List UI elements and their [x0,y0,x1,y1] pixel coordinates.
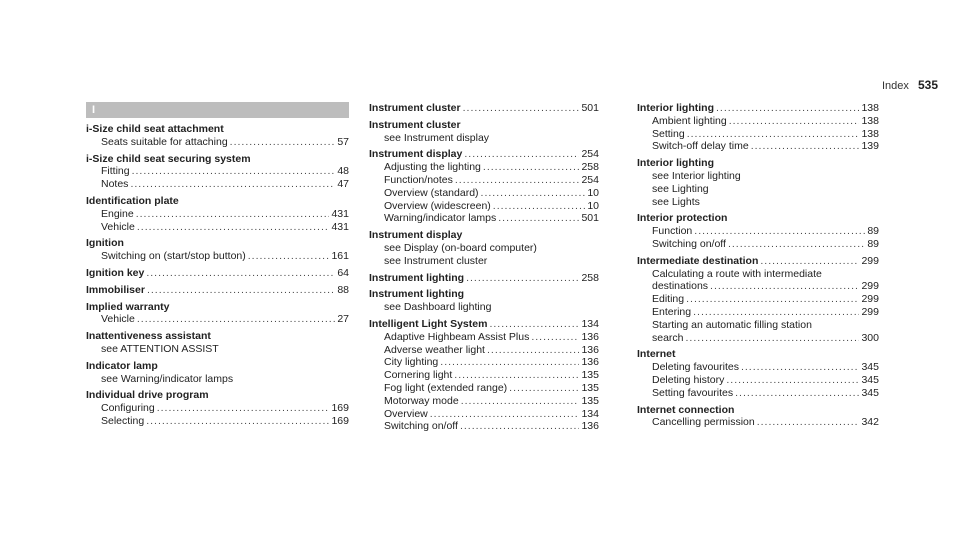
index-entry-title-text: Internet connection [637,403,735,416]
index-subentry-text: Setting [652,127,685,140]
index-subentry-text: see Dashboard lighting [384,301,492,314]
index-subentry-text: Adverse weather light [384,343,485,356]
index-subentry[interactable] [86,402,349,415]
index-entry [86,153,349,191]
index-entry-title[interactable] [86,237,349,250]
index-entry-title-text: i-Size child seat attachment [86,123,224,135]
page-ref[interactable]: 88 [337,283,349,296]
index-subentry[interactable] [369,356,599,369]
index-subentry-text: Cancelling permission [652,416,755,429]
page-ref[interactable]: 299 [861,305,879,318]
index-subentry-text: City lighting [384,356,439,369]
index-subentry[interactable] [637,374,879,387]
index-entry-title[interactable] [86,360,349,373]
index-subentry[interactable] [369,408,599,421]
index-subentry-text: Switch-off delay time [652,140,749,153]
index-subentry-text: Fitting [101,165,130,178]
index-entry-title[interactable] [86,195,349,208]
index-subentry-text: Adjusting the lighting [384,161,481,174]
dot-leader [729,115,860,128]
index-column-3 [637,102,879,433]
page-ref[interactable]: 135 [581,394,599,407]
index-entry [86,284,349,297]
dot-leader [463,102,580,115]
dot-leader [687,128,860,141]
dot-leader [710,280,859,293]
index-subentry-text: Configuring [101,402,155,415]
dot-leader [460,420,580,433]
index-subentry[interactable] [369,344,599,357]
index-entry-title-text: Instrument cluster [369,118,461,131]
index-entry-title[interactable] [637,102,879,115]
index-entry [637,102,879,153]
index-entry-title[interactable] [369,148,599,161]
index-subentry-text: Function/notes [384,173,453,186]
index-entry-title[interactable] [369,102,599,115]
dot-leader [137,313,335,326]
index-subentry-text: destinations [652,280,709,293]
index-subentry[interactable] [369,200,599,213]
index-entry-title[interactable] [637,255,879,268]
index-subentry[interactable] [637,416,879,429]
page-ref[interactable]: 169 [331,402,349,415]
index-subentry[interactable] [369,395,599,408]
dot-leader [531,331,579,344]
index-entry-title[interactable] [369,229,599,242]
dot-leader [440,356,579,369]
dot-leader [693,306,859,319]
index-subentry-text: see Lighting [652,182,709,195]
index-subentry[interactable] [369,369,599,382]
dot-leader [464,148,579,161]
index-entry-title[interactable] [369,119,599,132]
page-ref[interactable]: 501 [581,102,599,114]
dot-leader [686,293,859,306]
index-letter-heading: I [86,102,349,118]
index-subentry[interactable] [86,250,349,263]
index-entry-title-text: Individual drive program [86,389,209,402]
index-subentry[interactable] [637,140,879,153]
page-ref[interactable]: 134 [581,407,599,420]
page-ref[interactable]: 258 [581,271,599,284]
index-subentry[interactable] [86,221,349,234]
index-subentry-text: Editing [652,293,685,306]
page-ref[interactable]: 345 [861,361,879,374]
index-subentry[interactable] [86,136,349,149]
dot-leader [146,267,335,280]
index-subentry[interactable] [369,187,599,200]
dot-leader [461,395,580,408]
index-column-2 [369,102,599,437]
index-entry [369,318,599,433]
index-subentry[interactable] [369,420,599,433]
dot-leader [455,174,580,187]
index-subentry[interactable] [86,415,349,428]
index-subentry-text: Starting an automatic filling station [652,318,812,331]
dot-leader [716,102,859,115]
index-subentry[interactable] [86,208,349,221]
index-entry-title-text: Interior lighting [637,102,714,114]
page-ref[interactable]: 258 [581,161,599,174]
page-ref[interactable]: 47 [337,178,349,191]
index-entry-title-text: Instrument lighting [369,288,465,301]
dot-leader [751,140,860,153]
index-subentry-text: Notes [101,178,129,191]
dot-leader [454,369,579,382]
page-ref[interactable]: 136 [581,330,599,343]
index-subentry[interactable] [86,313,349,326]
dot-leader [726,374,859,387]
index-entry-title[interactable] [86,330,349,343]
index-subentry-text: see Interior lighting [652,169,741,182]
page-ref[interactable]: 501 [581,212,599,225]
page-ref[interactable]: 431 [331,207,349,220]
page-ref[interactable]: 299 [861,254,879,267]
dot-leader [498,212,579,225]
index-subentry-text: Overview (widescreen) [384,199,491,212]
page-ref[interactable]: 136 [581,343,599,356]
index-subentry[interactable] [369,161,599,174]
dot-leader [483,161,580,174]
index-entry-title-text: Instrument cluster [369,102,461,114]
index-subentry[interactable] [637,361,879,374]
index-entry-title[interactable] [637,157,879,170]
index-subentry-text: Switching on/off [384,420,458,433]
index-entry [86,195,349,233]
page-ref[interactable]: 136 [581,356,599,369]
dot-leader [489,318,579,331]
index-entry-title[interactable] [86,123,349,136]
page-ref[interactable]: 27 [337,313,349,326]
index-subentry[interactable] [637,332,879,345]
page-ref[interactable]: 161 [331,250,349,263]
index-entry [637,348,879,399]
index-entry-title[interactable] [637,212,879,225]
dot-leader [686,332,860,345]
page-ref[interactable]: 345 [861,373,879,386]
page-ref[interactable]: 138 [861,114,879,127]
index-subentry-text: Setting favourites [652,386,734,399]
index-subentry-text: Fog light (extended range) [384,381,508,394]
index-entry-title[interactable] [369,288,599,301]
dot-leader [132,165,336,178]
dot-leader [147,284,335,297]
page-ref[interactable]: 139 [861,140,879,153]
index-subentry[interactable] [369,331,599,344]
index-subentry[interactable] [369,212,599,225]
page-ref[interactable]: 300 [861,331,879,344]
index-entry-title-text: Interior lighting [637,157,714,170]
dot-leader [248,250,330,263]
page-ref[interactable]: 10 [587,199,599,212]
index-subentry-text: Selecting [101,414,145,427]
page-header [882,78,938,92]
index-entry-title[interactable] [637,348,879,361]
index-entry [637,404,879,430]
index-entry-title-text: Identification plate [86,194,179,207]
dot-leader [760,255,859,268]
index-entry [369,119,599,145]
index-entry-title[interactable] [369,318,599,331]
index-entry-title-text: Intelligent Light System [369,317,488,330]
index-entry-title[interactable] [86,153,349,166]
index-entry-title[interactable] [86,284,349,297]
index-entry-title[interactable] [86,389,349,402]
index-subentry-text: Engine [101,207,134,220]
index-subentry-text: see Display (on-board computer) [384,241,537,254]
index-subentry[interactable] [369,382,599,395]
section-title: Index [881,80,909,92]
index-entry [637,157,879,208]
index-entry [86,330,349,356]
dot-leader [130,178,335,191]
dot-leader [430,408,580,421]
dot-leader [157,402,330,415]
index-subentry-text: Vehicle [101,313,135,326]
index-subentry-text: Overview [384,407,428,420]
index-entry-title-text: Instrument lighting [369,271,465,284]
page-ref[interactable]: 342 [861,416,879,429]
index-entry [86,237,349,263]
index-subentry[interactable] [637,238,879,251]
index-subentry[interactable] [637,387,879,400]
page-ref[interactable]: 135 [581,381,599,394]
page-ref[interactable]: 136 [581,420,599,433]
dot-leader [481,187,586,200]
index-entry-title[interactable] [86,301,349,314]
index-subentry-text: search [652,331,684,344]
index-subentry[interactable] [637,306,879,319]
index-subentry[interactable] [637,293,879,306]
page-ref[interactable]: 299 [861,293,879,306]
index-subentry-text: Switching on/off [652,237,726,250]
dot-leader [230,136,336,149]
dot-leader [509,382,579,395]
index-subentry-text: Seats suitable for attaching [101,135,228,148]
dot-leader [757,416,860,429]
index-entry-title-text: Instrument display [369,148,463,161]
index-entry-title[interactable] [369,272,599,285]
index-subentry-text: Motorway mode [384,394,459,407]
dot-leader [146,415,329,428]
index-subentry-text: Overview (standard) [384,186,479,199]
index-subentry[interactable] [637,128,879,141]
index-entry-title-text: Inattentiveness assistant [86,330,211,343]
dot-leader [735,387,859,400]
index-entry [86,389,349,427]
page-ref[interactable]: 64 [337,266,349,279]
index-subentry-text: Function [652,225,693,238]
index-entry-title[interactable] [86,267,349,280]
dot-leader [493,200,586,213]
index-subentry-text: see ATTENTION ASSIST [101,342,219,355]
index-subentry-text: Switching on (start/stop button) [101,250,246,263]
index-entry [637,255,879,345]
index-entry [637,212,879,250]
index-entry [86,360,349,386]
index-entry-title-text: Immobiliser [86,283,145,296]
dot-leader [137,221,330,234]
index-entry-title-text: Ignition key [86,266,145,279]
page-ref[interactable]: 48 [337,165,349,178]
index-entry [86,301,349,327]
index-subentry-text: Vehicle [101,220,135,233]
page-ref[interactable]: 89 [867,237,879,250]
page-ref[interactable]: 169 [331,414,349,427]
dot-leader [728,238,865,251]
page-ref[interactable]: 254 [581,173,599,186]
index-subentry-text: see Lights [652,195,700,208]
index-subentry-text: see Warning/indicator lamps [101,372,234,385]
page-ref[interactable]: 89 [867,225,879,238]
page-ref[interactable]: 254 [581,148,599,161]
index-entry-title-text: Indicator lamp [86,359,158,372]
index-entry [86,267,349,280]
page-ref[interactable]: 345 [861,386,879,399]
index-entry [86,123,349,149]
index-entry-title-text: Interior protection [637,212,728,225]
index-entry-title-text: i-Size child seat securing system [86,152,251,165]
dot-leader [466,272,579,285]
index-subentry[interactable] [637,225,879,238]
index-subentry-text: see Instrument display [384,131,490,144]
index-subentry[interactable] [369,174,599,187]
dot-leader [487,344,579,357]
page-number: 535 [917,78,938,92]
page-ref[interactable]: 135 [581,369,599,382]
index-subentry-text: Cornering light [384,369,453,382]
index-subentry[interactable] [637,115,879,128]
index-subentry-text: Ambient lighting [652,114,727,127]
index-subentry[interactable] [86,165,349,178]
page-ref[interactable]: 57 [337,135,349,148]
index-entry-title-text: Implied warranty [86,300,170,313]
index-entry-title-text: Ignition [86,237,124,250]
page-ref[interactable]: 138 [861,127,879,140]
dot-leader [694,225,865,238]
index-entry-title-text: Internet [637,348,676,361]
index-entry [369,229,599,267]
index-subentry-text: Deleting history [652,373,725,386]
index-subentry-text: see Instrument cluster [384,254,488,267]
page-ref[interactable]: 431 [331,220,349,233]
index-entry [369,102,599,115]
page-ref[interactable]: 134 [581,317,599,330]
index-entry [369,272,599,285]
page-ref[interactable]: 10 [587,186,599,199]
index-subentry-text: Calculating a route with intermediate [652,267,822,280]
index-entry-title-text: Instrument display [369,229,463,242]
index-subentry[interactable] [637,280,879,293]
index-subentry-text: Adaptive Highbeam Assist Plus [384,330,530,343]
index-entry [369,288,599,314]
dot-leader [741,361,860,374]
dot-leader [136,208,330,221]
index-entry [369,148,599,225]
page-ref[interactable]: 138 [861,102,879,114]
index-entry-title-text: Intermediate destination [637,254,759,267]
page-ref[interactable]: 299 [861,280,879,293]
index-subentry[interactable] [86,178,349,191]
index-subentry-text: Deleting favourites [652,361,739,374]
index-subentry-text: Entering [652,305,692,318]
index-entry-title[interactable] [637,404,879,417]
index-subentry-text: Warning/indicator lamps [384,212,497,225]
index-column-1 [86,102,349,432]
